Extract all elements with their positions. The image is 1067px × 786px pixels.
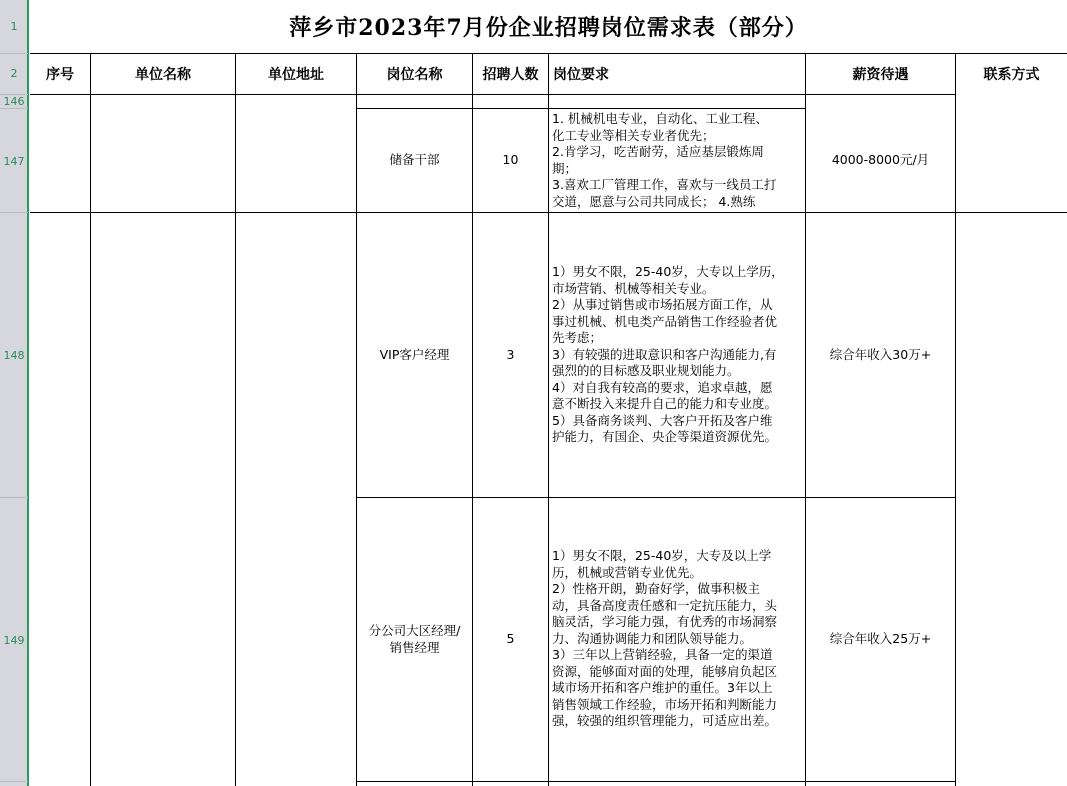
header-contact[interactable]: 联系方式 <box>983 67 1040 83</box>
row-divider <box>0 212 28 213</box>
row-number-2[interactable]: 2 <box>10 67 18 80</box>
row-number-148[interactable]: 148 <box>3 349 25 362</box>
position-cell[interactable]: 分公司大区经理/ 销售经理 <box>368 623 461 655</box>
count-cell[interactable]: 3 <box>506 346 515 362</box>
grid-line <box>357 781 955 782</box>
requirements-cell[interactable]: 1）男女不限，25-40岁，大专及以上学 历，机械或营销专业优先。 2）性格开朗，勤奋好学，做事积极主 动，具备高度责任感和一定抗压能力，头 脑灵活，学习能力强，有优秀的市场洞察 力、沟通协调能力和团队领导能力。 3）三年以上营销经验，具备一定的渠道 资源，能够面对面的处理，能够肩负起区 域市场开拓和客户维护的重任。3年以上 销售领域工作经验，市场开拓和判断能力 强，较强的组织管理能力，可适应出差。 <box>552 548 778 728</box>
grid-line <box>955 53 956 786</box>
requirements-cell[interactable]: 1）男女不限，25-40岁，大专以上学历， 市场营销、机械等相关专业。 2）从事过销售或市场拓展方面工作，从 事过机械、机电类产品销售工作经验者优 先考虑； 3）有较强的进取意识和客户沟通能力,有 强烈的的目标感及职业规划能力。 4）对自我有较高的要求，追求卓越，愿 意不断投入来提升自己的能力和专业度。 5）具备商务谈判、大客户开拓及客户维 护能力，有国企、央企等渠道资源优先。 <box>552 264 784 444</box>
row-number-147[interactable]: 147 <box>3 155 25 168</box>
count-cell[interactable]: 5 <box>506 631 515 647</box>
row-divider <box>0 53 28 54</box>
header-count[interactable]: 招聘人数 <box>482 67 539 83</box>
header-address[interactable]: 单位地址 <box>268 67 324 83</box>
salary-cell[interactable]: 综合年收入30万+ <box>829 346 932 362</box>
position-cell[interactable]: 储备干部 <box>389 152 440 168</box>
row-number-1[interactable]: 1 <box>10 20 18 33</box>
grid-line <box>235 53 236 786</box>
row-divider <box>0 108 28 109</box>
row-number-146[interactable]: 146 <box>3 95 25 108</box>
header-position[interactable]: 岗位名称 <box>386 67 443 83</box>
row-divider <box>0 497 28 498</box>
header-seq[interactable]: 序号 <box>46 67 74 83</box>
position-cell[interactable]: VIP客户经理 <box>379 346 450 362</box>
header-company[interactable]: 单位名称 <box>135 67 191 83</box>
sheet-title[interactable]: 萍乡市2023年7月份企业招聘岗位需求表（部分） <box>289 15 808 41</box>
salary-cell[interactable]: 综合年收入25万+ <box>829 631 932 647</box>
grid-line <box>548 53 549 786</box>
header-requirements[interactable]: 岗位要求 <box>553 67 609 83</box>
grid-line <box>90 53 91 786</box>
grid-line <box>30 94 955 95</box>
row-number-149[interactable]: 149 <box>3 634 25 647</box>
count-cell[interactable]: 10 <box>502 152 519 168</box>
row-divider <box>0 781 28 782</box>
salary-cell[interactable]: 4000-8000元/月 <box>831 152 930 168</box>
header-salary[interactable]: 薪资待遇 <box>852 67 909 83</box>
row-number-gutter <box>0 0 29 786</box>
requirements-cell[interactable]: 1. 机械机电专业，自动化、工业工程、 化工专业等相关专业者优先； 2.肯学习，吃苦耐劳，适应基层锻炼周 期； 3.喜欢工厂管理工作，喜欢与一线员工打 交道，愿意与公司共同成长； 4.熟练 <box>552 111 777 209</box>
